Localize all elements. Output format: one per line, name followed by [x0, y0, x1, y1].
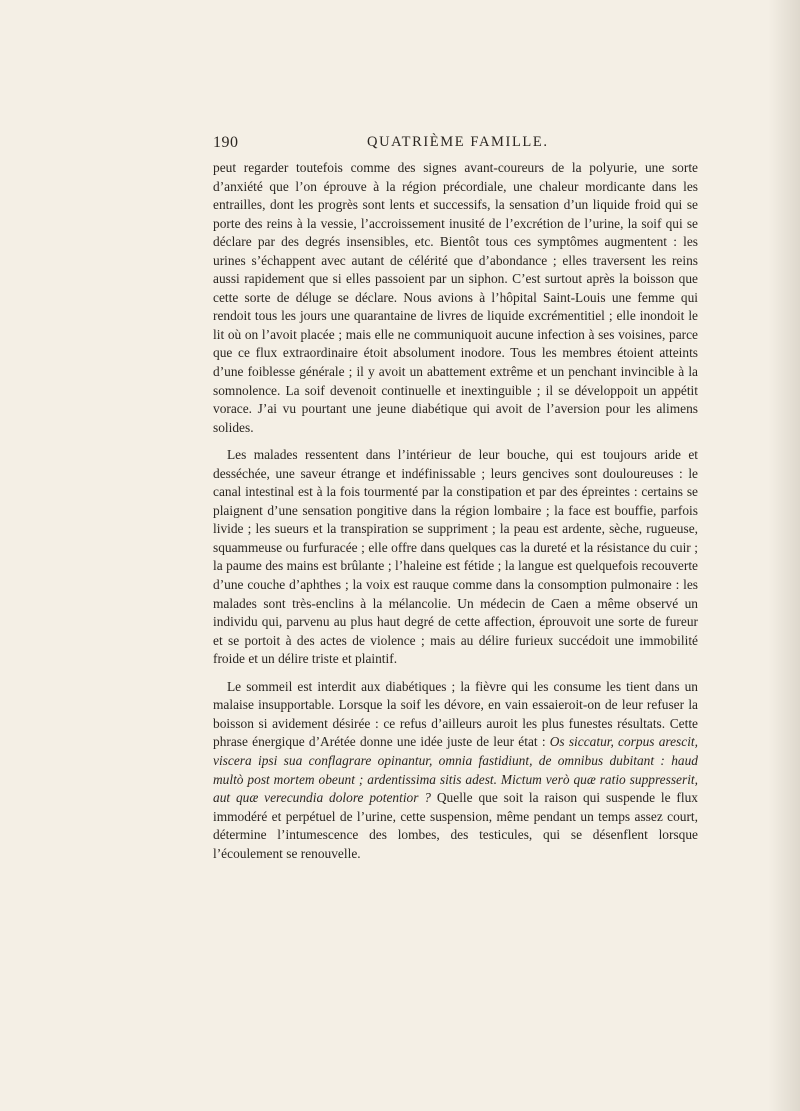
page-number: 190 — [213, 134, 239, 151]
paragraph-2: Les malades ressentent dans l’intérieur de leur bouche, qui est toujours aride et desséchée, une saveur étrange et indéfinissable ; leurs gencives sont douloureuses : le canal intestinal est à la fois tourmenté par la constipation et par des épreintes : certains se plaignent d’une sensation pongitive dans la région lombaire ; la face est bouffie, parfois livide ; les sueurs et la transpiration se suppriment ; la peau est ardente, sèche, rugueuse, squammeuse ou furfuracée ; elle offre dans quelques cas la dureté et la résistance du cuir ; la paume des mains est brûlante ; l’haleine est fétide ; la langue est quelquefois recouverte d’une couche d’aphthes ; la voix est rauque comme dans la consomption pulmonaire : les malades sont très-enclins à la mélancolie. Un médecin de Caen a même observé un individu qui, parvenu au plus haut degré de cette affection, éprouvoit une sorte de fureur et se portoit à des actes de violence ; mais au délire furieux succédoit une immobilité froide et un délire triste et plaintif. — [213, 447, 698, 667]
running-head: QUATRIÈME FAMILLE. — [367, 134, 549, 150]
paragraph-3 — [213, 678, 698, 863]
aretaeus-latin-quote: Os siccatur, corpus arescit, viscera ipsi sua conflagrare opinantur, omnia fastidiunt, de omnibus dubitant : haud multò post mortem obeunt ; ardentissima sitis adest. Mictum verò quæ ratio suppresserit, aut quæ verecundia dolore potentior ? — [213, 734, 698, 806]
paragraph-1: peut regarder toutefois comme des signes avant-coureurs de la polyurie, une sorte d’anxiété que l’on éprouve à la région précordiale, une chaleur mordicante dans les entrailles, dont les progrès sont lents et successifs, la sensation d’un liquide froid qui se porte des reins à la vessie, l’accroissement inusité de l’excrétion de l’urine, la soif qui se déclare par des degrés insensibles, etc. Bientôt tous ces symptômes augmentent : les urines s’échappent avec autant de célérité que d’abondance ; elles traversent les reins aussi rapidement que si elles passoient par un siphon. C’est surtout après la boisson que cette sorte de déluge se déclare. Nous avions à l’hôpital Saint-Louis une femme qui rendoit tous les jours une quarantaine de livres de liquide excrémentitiel ; elle inondoit le lit où on l’avoit placée ; mais elle ne communiquoit aucune infection à ses voisines, parce que ce flux extraordinaire étoit absolument inodore. Tous les membres étoient atteints d’une foiblesse générale ; il y avoit un abattement extrême et un penchant invincible à la somnolence. La soif devenoit continuelle et inextinguible ; il se développoit un appétit vorace. J’ai vu pourtant une jeune diabétique qui avoit de l’aversion pour les alimens solides. — [213, 160, 698, 435]
body-text — [213, 159, 698, 863]
page-header — [213, 132, 698, 158]
paragraph-3-text-after: Quelle que soit la raison qui suspende le flux immodéré et perpétuel de l’urine, cette suspension, même pendant un temps assez court, détermine l’intumescence des lombes, des testicules, qui se désenflent lorsque l’écoulement se renouvelle. — [213, 790, 699, 861]
paragraph-3-text-before: Le sommeil est interdit aux diabétiques ; la fièvre qui les consume les tient dans un malaise insupportable. Lorsque la soif les dévore, en vain essaieroit-on de leur refuser la boisson si avidement désirée : ce refus d’ailleurs auroit les plus funestes résultats. Cette phrase énergique d’Arétée donne une idée juste de leur état : — [213, 678, 698, 750]
